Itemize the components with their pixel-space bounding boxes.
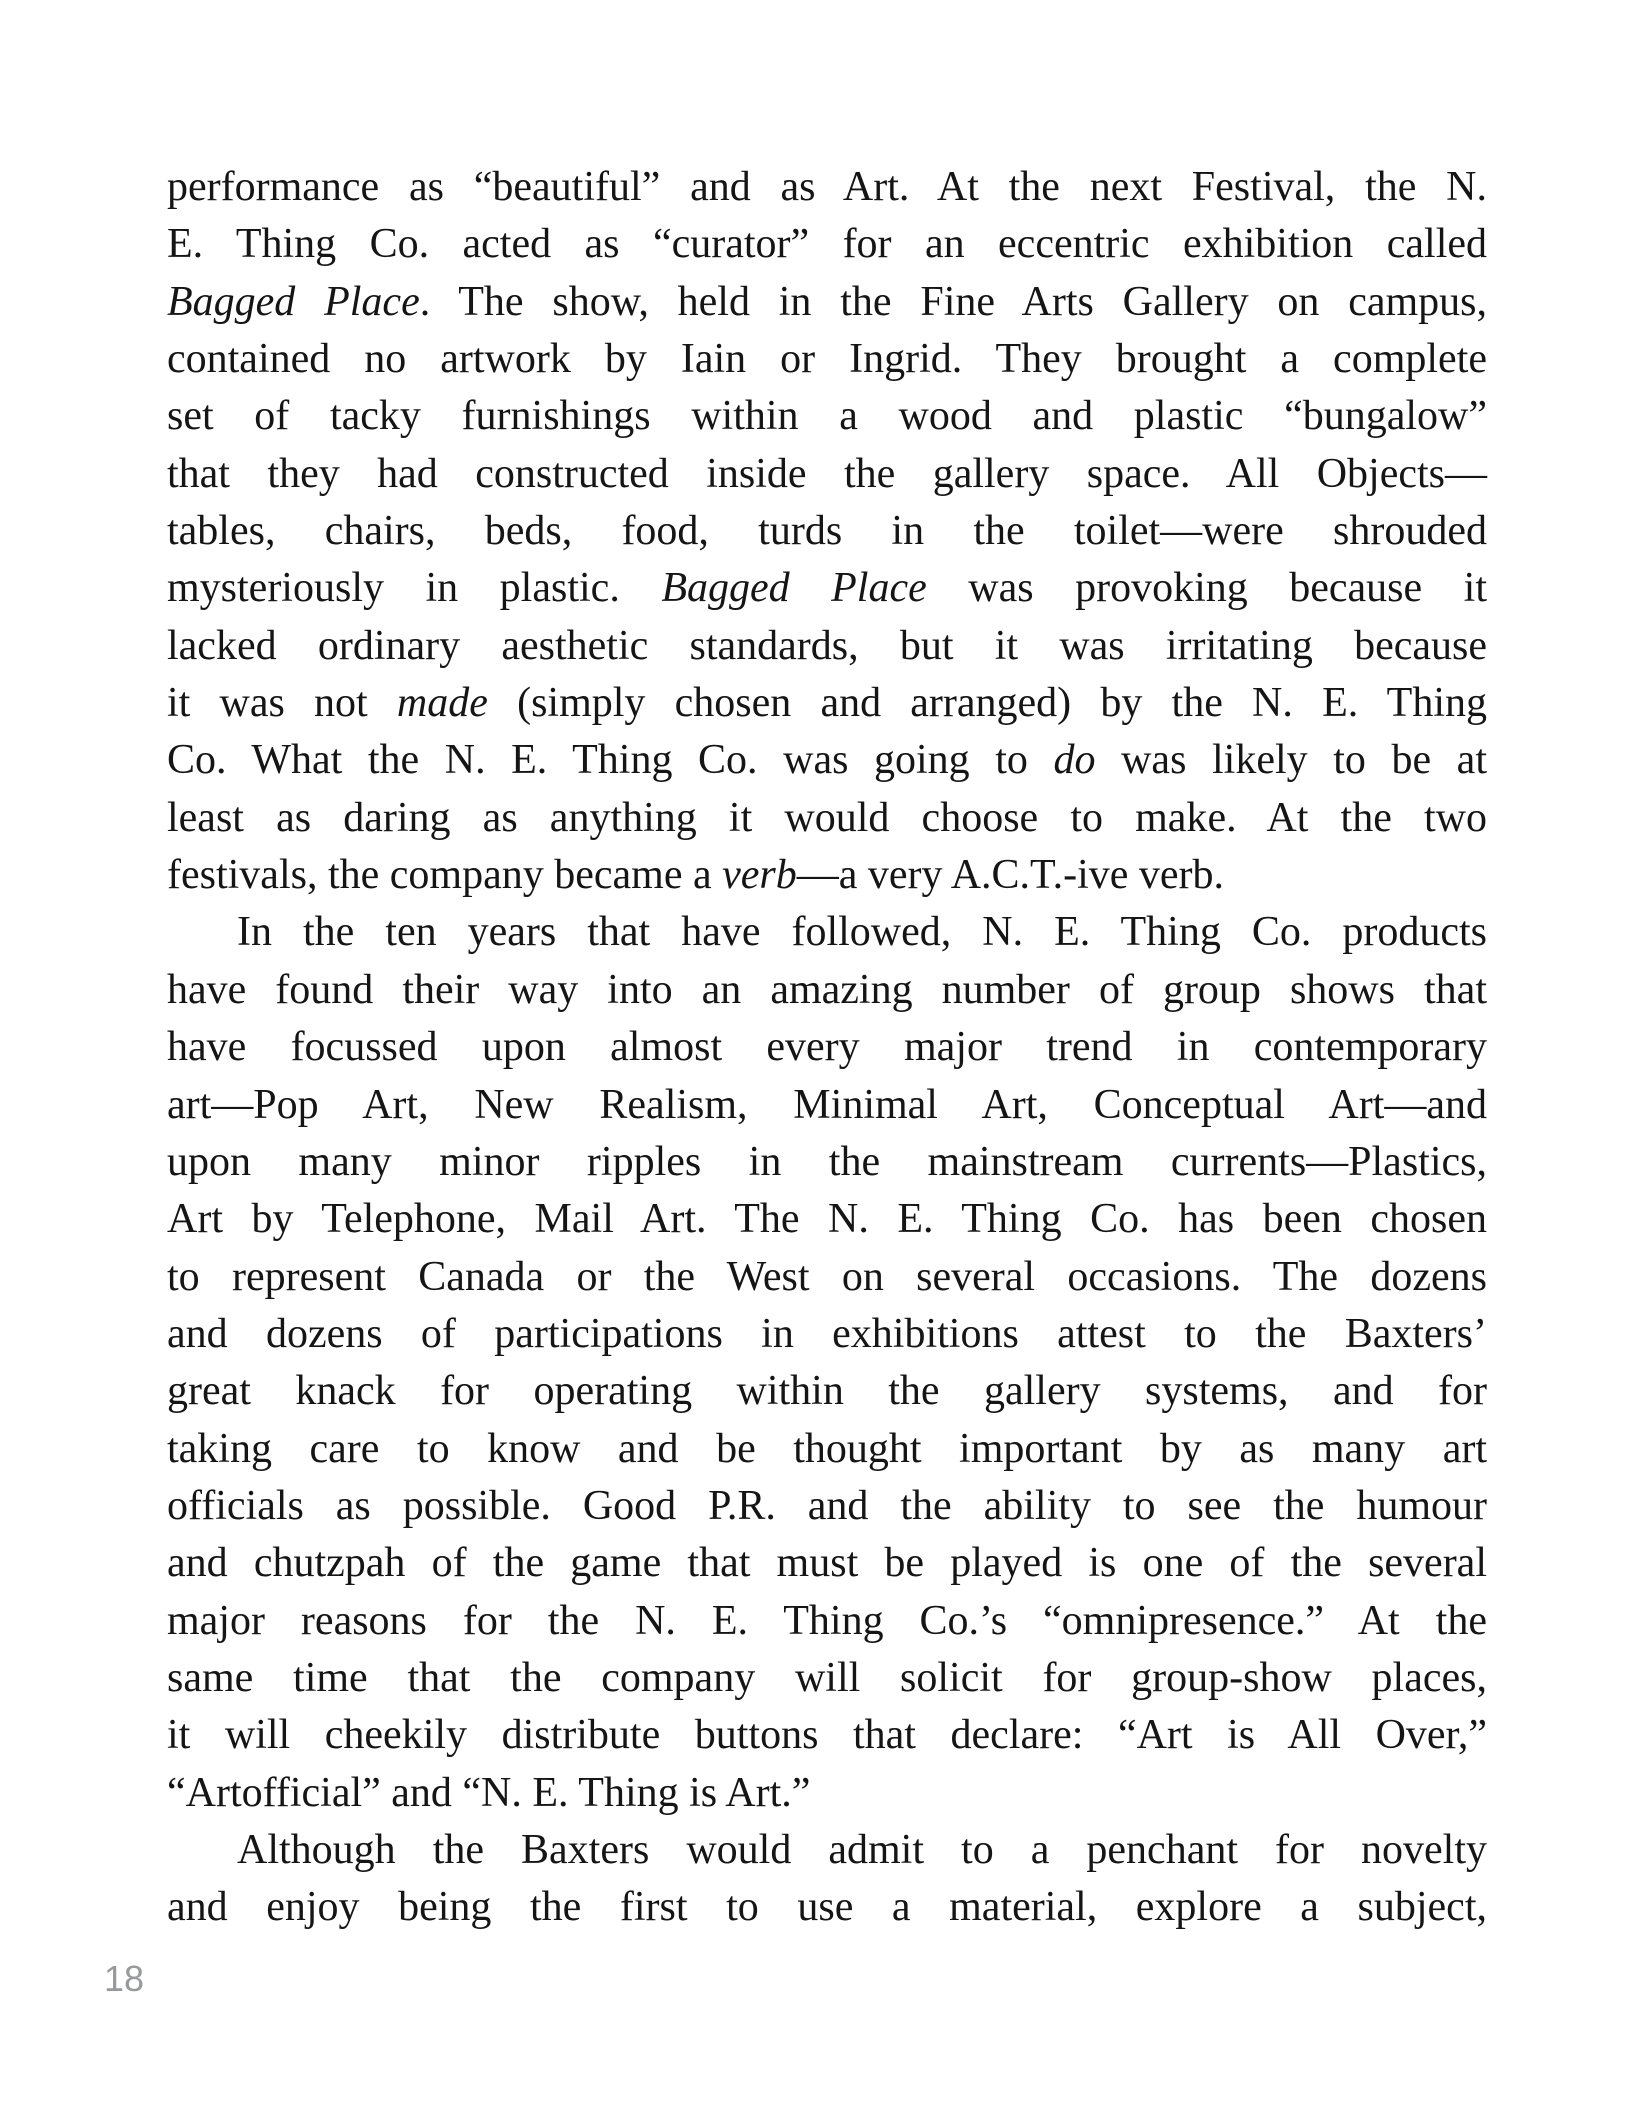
text-line: [167, 790, 1487, 847]
text-line: [167, 1650, 1487, 1707]
text-run: have focussed upon almost every major trend in contemporary: [167, 1024, 1487, 1071]
text-run: Art by Telephone, Mail Art. The N. E. Thing Co. has been chosen: [167, 1196, 1487, 1243]
text-line: [167, 446, 1487, 503]
italic-text-run: Bagged Place: [661, 565, 927, 612]
text-run: taking care to know and be thought important by as many art: [167, 1425, 1487, 1472]
text-run: lacked ordinary aesthetic standards, but it was irritating because: [167, 622, 1487, 669]
text-line: [167, 159, 1487, 216]
text-run: to represent Canada or the West on several occasions. The dozens: [167, 1253, 1487, 1300]
text-line: [167, 1306, 1487, 1363]
italic-text-run: verb: [722, 852, 797, 899]
text-line: [167, 560, 1487, 617]
text-line: [167, 503, 1487, 560]
text-line: [167, 618, 1487, 675]
text-line: [167, 675, 1487, 732]
text-line: [167, 1134, 1487, 1191]
text-run: great knack for operating within the gallery systems, and for: [167, 1368, 1487, 1415]
text-line: [167, 216, 1487, 273]
text-run: . The show, held in the Fine Arts Gallery on campus,: [419, 278, 1487, 325]
text-line: [167, 847, 1487, 904]
text-line: [167, 732, 1487, 789]
text-run: and dozens of participations in exhibitions attest to the Baxters’: [167, 1310, 1487, 1357]
text-run: tables, chairs, beds, food, turds in the toilet—were shrouded: [167, 508, 1487, 555]
text-run: have found their way into an amazing number of group shows that: [167, 966, 1487, 1013]
text-run: Co. What the N. E. Thing Co. was going to: [167, 737, 1054, 784]
text-run: same time that the company will solicit for group-show places,: [167, 1654, 1487, 1701]
text-run: (simply chosen and arranged) by the N. E. Thing: [487, 680, 1487, 727]
text-line: [167, 1707, 1487, 1764]
text-line: [167, 1249, 1487, 1306]
text-run: mysteriously in plastic.: [167, 565, 662, 612]
text-run: contained no artwork by Iain or Ingrid. They brought a complete: [167, 336, 1487, 383]
text-line: [167, 388, 1487, 445]
text-run: performance as “beautiful” and as Art. At the next Festival, the N.: [167, 164, 1487, 210]
text-line: [167, 1765, 1487, 1822]
text-line: [167, 1593, 1487, 1650]
text-run: that they had constructed inside the gallery space. All Objects—: [167, 450, 1487, 497]
text-run: and enjoy being the first to use a material, explore a subject,: [167, 1884, 1487, 1931]
text-run: In the ten years that have followed, N. E. Thing Co. products: [237, 909, 1487, 956]
text-run: officials as possible. Good P.R. and the ability to see the humour: [167, 1482, 1487, 1529]
text-run: was likely to be at: [1095, 737, 1487, 784]
page-number: 18: [104, 1958, 145, 1999]
text-line: [167, 1363, 1487, 1420]
italic-text-run: Bagged Place: [167, 278, 420, 325]
text-run: it will cheekily distribute buttons that declare: “Art is All Over,”: [167, 1712, 1487, 1759]
text-line: [167, 962, 1487, 1019]
text-run: festivals, the company became a: [167, 852, 723, 899]
text-run: E. Thing Co. acted as “curator” for an eccentric exhibition called: [167, 221, 1487, 268]
text-run: upon many minor ripples in the mainstream currents—Plastics,: [167, 1138, 1487, 1185]
text-run: least as daring as anything it would choose to make. At the two: [167, 794, 1487, 841]
text-line: [167, 1822, 1487, 1879]
text-run: set of tacky furnishings within a wood and plastic “bungalow”: [167, 393, 1487, 440]
text-block: [167, 159, 1487, 1937]
text-run: —a very A.C.T.-ive verb.: [796, 852, 1225, 899]
text-line: [167, 1077, 1487, 1134]
text-line: [167, 1535, 1487, 1592]
text-run: major reasons for the N. E. Thing Co.’s “omnipresence.” At the: [167, 1597, 1487, 1644]
text-line: [167, 1191, 1487, 1248]
text-line: [167, 1879, 1487, 1936]
text-run: “Artofficial” and “N. E. Thing is Art.”: [167, 1769, 811, 1816]
text-run: Although the Baxters would admit to a penchant for novelty: [237, 1826, 1487, 1873]
italic-text-run: do: [1053, 737, 1096, 784]
text-line: [167, 1421, 1487, 1478]
text-run: art—Pop Art, New Realism, Minimal Art, Conceptual Art—and: [167, 1081, 1487, 1128]
text-line: [167, 1478, 1487, 1535]
text-run: was provoking because it: [926, 565, 1488, 612]
text-line: [167, 274, 1487, 331]
italic-text-run: made: [396, 680, 488, 727]
text-line: [167, 904, 1487, 961]
text-run: and chutzpah of the game that must be played is one of the several: [167, 1540, 1487, 1587]
text-line: [167, 1019, 1487, 1076]
text-run: it was not: [167, 680, 397, 727]
text-line: [167, 331, 1487, 388]
